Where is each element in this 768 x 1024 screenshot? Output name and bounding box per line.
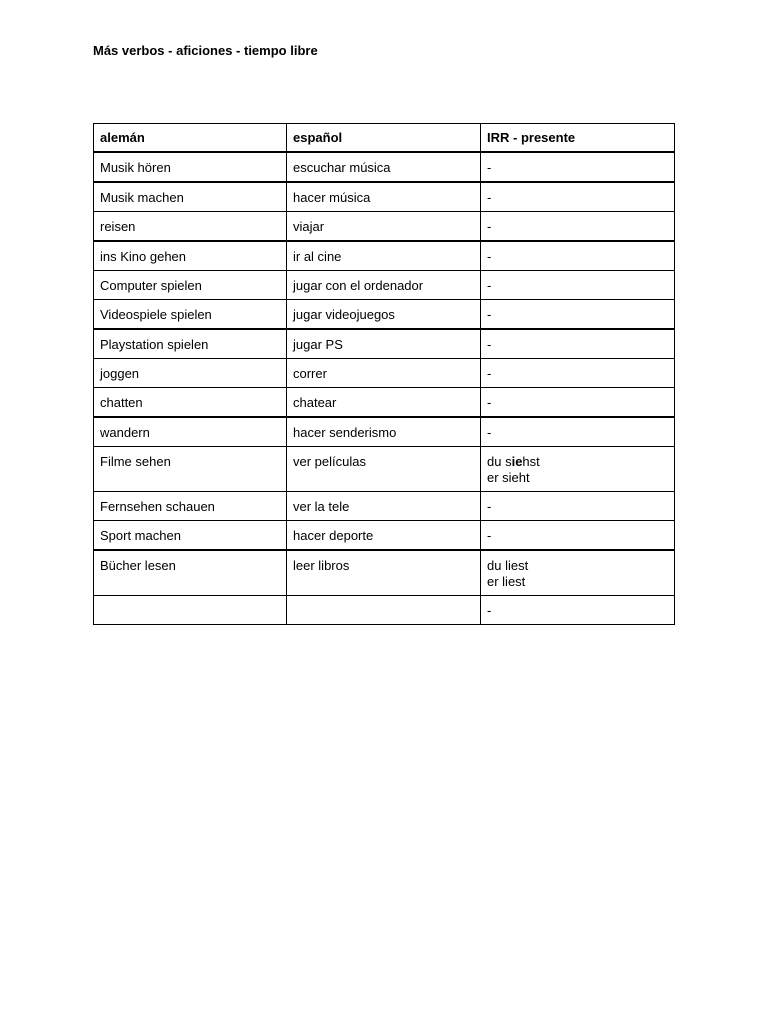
cell-irr: -: [481, 388, 675, 418]
table-header-row: [94, 124, 675, 153]
cell-irr: -: [481, 271, 675, 300]
header-espanol: español: [287, 124, 481, 153]
cell-espanol: ver películas: [287, 447, 481, 492]
irr-line-1: du siehst: [487, 454, 540, 469]
table-row: [94, 596, 675, 625]
cell-espanol: leer libros: [287, 550, 481, 596]
cell-aleman: chatten: [94, 388, 287, 418]
cell-aleman: joggen: [94, 359, 287, 388]
cell-irr: -: [481, 521, 675, 551]
cell-espanol: jugar videojuegos: [287, 300, 481, 330]
cell-aleman: Fernsehen schauen: [94, 492, 287, 521]
table-row: [94, 521, 675, 551]
table-row: [94, 300, 675, 330]
cell-espanol: correr: [287, 359, 481, 388]
cell-irr: -: [481, 212, 675, 242]
cell-aleman: Sport machen: [94, 521, 287, 551]
table-row: [94, 271, 675, 300]
table-row: [94, 329, 675, 359]
cell-aleman: Musik machen: [94, 182, 287, 212]
cell-irr: -: [481, 417, 675, 447]
cell-aleman: Filme sehen: [94, 447, 287, 492]
cell-espanol: ver la tele: [287, 492, 481, 521]
cell-irr: [481, 447, 675, 492]
table-row: [94, 417, 675, 447]
table-row: [94, 182, 675, 212]
table-row: [94, 152, 675, 182]
irr-line-1: du liest: [487, 558, 529, 573]
table-row: [94, 241, 675, 271]
cell-aleman: Computer spielen: [94, 271, 287, 300]
header-aleman: alemán: [94, 124, 287, 153]
page-title: Más verbos - aficiones - tiempo libre: [93, 43, 318, 58]
irr-line-2: er sieht: [487, 470, 530, 485]
cell-irr: -: [481, 182, 675, 212]
irr-line-2: er liest: [487, 574, 526, 589]
header-irr-presente: IRR - presente: [481, 124, 675, 153]
cell-espanol: escuchar música: [287, 152, 481, 182]
cell-irr: -: [481, 241, 675, 271]
cell-espanol: hacer senderismo: [287, 417, 481, 447]
table-row: [94, 550, 675, 596]
cell-aleman: [94, 596, 287, 625]
cell-espanol: hacer deporte: [287, 521, 481, 551]
table-row: [94, 212, 675, 242]
cell-irr: -: [481, 329, 675, 359]
cell-espanol: hacer música: [287, 182, 481, 212]
cell-aleman: wandern: [94, 417, 287, 447]
cell-espanol: chatear: [287, 388, 481, 418]
cell-aleman: reisen: [94, 212, 287, 242]
cell-aleman: ins Kino gehen: [94, 241, 287, 271]
cell-aleman: Bücher lesen: [94, 550, 287, 596]
cell-espanol: [287, 596, 481, 625]
table-row: [94, 492, 675, 521]
cell-irr: -: [481, 152, 675, 182]
irr-highlight: ie: [511, 454, 523, 469]
table-row: [94, 447, 675, 492]
cell-irr: [481, 550, 675, 596]
cell-irr: -: [481, 359, 675, 388]
cell-espanol: jugar PS: [287, 329, 481, 359]
table-row: [94, 388, 675, 418]
cell-espanol: viajar: [287, 212, 481, 242]
vocabulary-table: [93, 123, 675, 625]
cell-irr: -: [481, 300, 675, 330]
cell-espanol: ir al cine: [287, 241, 481, 271]
table-row: [94, 359, 675, 388]
cell-irr: -: [481, 596, 675, 625]
cell-irr: -: [481, 492, 675, 521]
cell-aleman: Musik hören: [94, 152, 287, 182]
cell-aleman: Playstation spielen: [94, 329, 287, 359]
cell-aleman: Videospiele spielen: [94, 300, 287, 330]
cell-espanol: jugar con el ordenador: [287, 271, 481, 300]
